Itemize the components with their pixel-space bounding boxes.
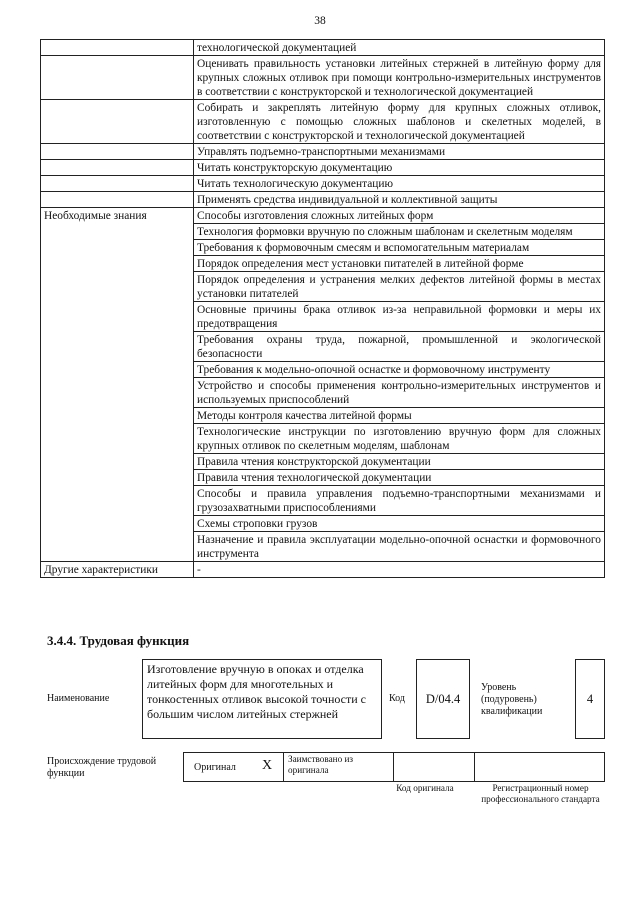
knowledge-cell: Технологические инструкции по изготовлению вручную форм для сложных крупных отливок по скелетным моделям, шаблонам	[194, 424, 605, 454]
table-row	[41, 562, 605, 578]
table-row	[41, 144, 605, 160]
reg-number-label: Регистрационный номер профессионального стандарта	[481, 783, 600, 804]
table-row	[41, 208, 605, 224]
knowledge-label: Необходимые знания	[41, 208, 194, 562]
divider	[474, 752, 475, 782]
skill-cell: технологической документацией	[194, 40, 605, 56]
other-characteristics-value: -	[194, 562, 605, 578]
knowledge-cell: Основные причины брака отливок из-за неправильной формовки и меры их предотвращения	[194, 302, 605, 332]
skills-knowledge-table	[40, 39, 605, 578]
code-label: Код	[389, 693, 405, 704]
knowledge-cell: Технология формовки вручную по сложным шаблонам и скелетным моделям	[194, 224, 605, 240]
table-row	[41, 192, 605, 208]
divider	[393, 752, 394, 782]
table-row	[41, 40, 605, 56]
table-row	[41, 100, 605, 144]
skill-cell: Читать конструкторскую документацию	[194, 160, 605, 176]
skill-cell: Применять средства индивидуальной и коллективной защиты	[194, 192, 605, 208]
origin-label: Происхождение трудовой функции	[47, 756, 157, 779]
skill-cell: Оценивать правильность установки литейных стержней в литейную форму для крупных сложных отливок при помощи контрольно-измерительных инструментов в соответствии с конструкторской и технологической документацией	[194, 56, 605, 100]
knowledge-cell: Требования к формовочным смесям и вспомогательным материалам	[194, 240, 605, 256]
knowledge-cell: Требования охраны труда, пожарной, промышленной и экологической безопасности	[194, 332, 605, 362]
knowledge-cell: Устройство и способы применения контрольно-измерительных инструментов и используемых приспособлений	[194, 378, 605, 408]
original-label: Оригинал	[194, 762, 236, 773]
skill-cell: Читать технологическую документацию	[194, 176, 605, 192]
function-name-value: Изготовление вручную в опоках и отделка литейных форм для многотельных и тонкостенных отливок высокой точности с большим числом литейных стержней	[142, 659, 382, 739]
table-row	[41, 56, 605, 100]
function-code-value: D/04.4	[416, 659, 470, 739]
original-mark: X	[262, 758, 273, 773]
knowledge-cell: Порядок определения и устранения мелких дефектов литейной формы в местах установки питателей	[194, 272, 605, 302]
knowledge-cell: Способы изготовления сложных литейных форм	[194, 208, 605, 224]
divider	[283, 752, 284, 782]
knowledge-cell: Схемы строповки грузов	[194, 516, 605, 532]
knowledge-cell: Порядок определения мест установки питателей в литейной форме	[194, 256, 605, 272]
knowledge-cell: Назначение и правила эксплуатации модельно-опочной оснастки и формовочного инструмента	[194, 532, 605, 562]
other-characteristics-label: Другие характеристики	[41, 562, 194, 578]
skill-cell: Управлять подъемно-транспортными механизмами	[194, 144, 605, 160]
page-number: 38	[314, 15, 326, 27]
qualification-level-value: 4	[575, 659, 605, 739]
knowledge-cell: Способы и правила управления подъемно-транспортными механизмами и грузозахватными приспособлениями	[194, 486, 605, 516]
table-row	[41, 176, 605, 192]
knowledge-cell: Требования к модельно-опочной оснастке и формовочному инструменту	[194, 362, 605, 378]
qualification-level-label: Уровень (подуровень) квалификации	[481, 682, 543, 717]
knowledge-cell: Методы контроля качества литейной формы	[194, 408, 605, 424]
section-title: 3.4.4. Трудовая функция	[47, 633, 190, 648]
knowledge-cell: Правила чтения конструкторской документации	[194, 454, 605, 470]
origin-row	[183, 752, 605, 782]
borrowed-label: Заимствовано из оригинала	[288, 754, 354, 775]
table-row	[41, 160, 605, 176]
name-label: Наименование	[47, 693, 110, 704]
skill-cell: Собирать и закреплять литейную форму для крупных сложных отливок, изготовленную с помощью сложных шаблонов и скелетных моделей, в соответствии с конструкторской и технологической документацией	[194, 100, 605, 144]
knowledge-cell: Правила чтения технологической документации	[194, 470, 605, 486]
code-original-label: Код оригинала	[396, 783, 454, 793]
